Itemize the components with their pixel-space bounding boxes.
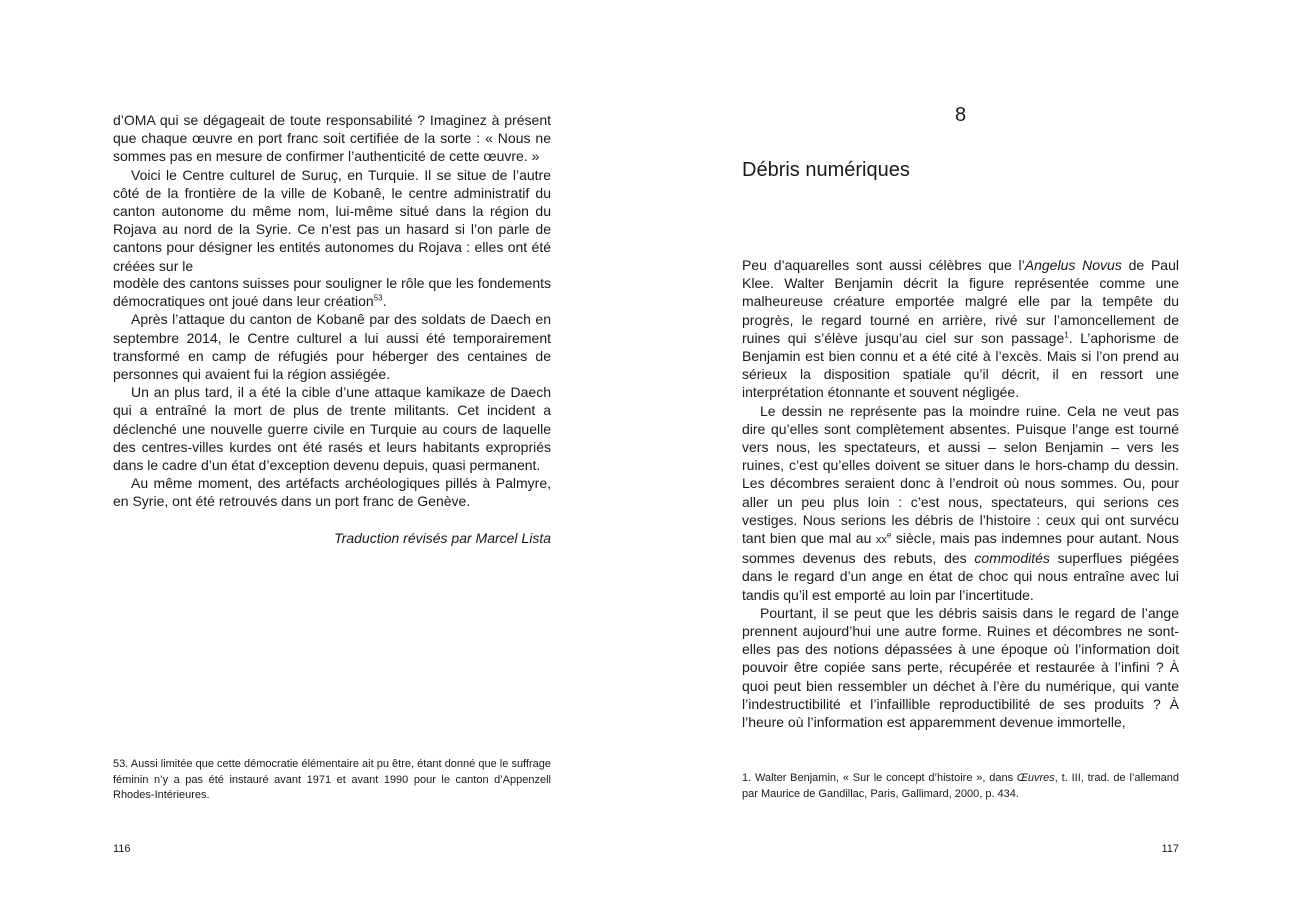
footnote-reference[interactable]: 53 [373,293,383,303]
left-text-column-bottom [113,274,551,547]
paragraph: Un an plus tard, il a été la cible d’une attaque kamikaze de Daech qui a entraîné la mort de plus de trente militants. Cet incident a déclenché une nouvelle guerre civile en Turquie au cours de laquelle des centres-villes kurdes ont été rasés et leurs habitants expropriés dans le cadre d’un état d’exception devenu depuis, quasi permanent. [113,384,551,474]
paragraph: Pourtant, il se peut que les débris saisis dans le regard de l’ange prennent aujourd’hui une autre forme. Ruines et décombres ne sont-elles pas des notions dépassées à une époque où l’information doit pouvoir être copiée sans perte, récupérée et restaurée à l’infini ? À quoi peut bien ressembler un déchet à l’ère du numérique, qui vante l’indestructibilité et l’infaillible reproductibilité de ses produits ? À l’heure où l’information est apparemment devenue immortelle, [742,604,1179,731]
translation-credit: Traduction révisés par Marcel Lista [334,529,551,546]
paragraph: Après l’attaque du canton de Kobanê par des soldats de Daech en septembre 2014, le Centre culturel a lui aussi été temporairement transformé en camp de réfugiés pour héberger des centaines de personnes qui avaient fui la région assiégée. [113,311,551,383]
century-numeral: xx [875,534,887,547]
paragraph: Voici le Centre culturel de Suruç, en Turquie. Il se situe de l’autre côté de la frontière de la ville de Kobanê, le centre administratif du canton autonome du même nom, lui-même situé dans la région du Rojava au nord de la Syrie. Ce n’est pas un hasard si l’on parle de cantons pour désigner les entités autonomes du Rojava : elles ont été créées sur le [113,166,551,274]
right-text-column [742,256,1179,731]
left-page [0,0,646,913]
italic-term: commodités [974,550,1050,567]
footnote-reference[interactable]: 1 [1064,330,1069,340]
paragraph-text: modèle des cantons suisses pour souligner le rôle que les fondements démocratiques ont joué dans leur création [113,275,551,310]
right-page [646,0,1293,913]
chapter-title: Débris numériques [742,159,910,181]
left-text-column-top [113,111,551,275]
paragraph: d’OMA qui se dégageait de toute responsabilité ? Imaginez à présent que chaque œuvre en port franc soit certifiée de la sorte : « Nous ne sommes pas en mesure de confirmer l’authenticité de cette œuvre. » [113,112,551,165]
paragraph: Peu d’aquarelles sont aussi célèbres que l’Angelus Novus de Paul Klee. Walter Benjamin décrit la figure représentée comme une malheureuse créature emportée malgré elle par la tempête du progrès, le regard tourné en arrière, rivé sur l’amoncellement de ruines qui s’élève jusqu’au ciel sur son passage$^1$. L’aphorisme de Benjamin est bien connu et a été cité à l’excès. Mais si l’on prend au sérieux la disposition spatiale qu’il décrit, il en ressort une interprétation étonnante et souvent négligée. [742,257,1180,401]
paragraph: Au même moment, des artéfacts archéologiques pillés à Palmyre, en Syrie, ont été retrouvés dans un port franc de Genève. [113,475,551,510]
footnote-53: 53. Aussi limitée que cette démocratie élémentaire ait pu être, étant donné que le suffrage féminin n’y a pas été instauré avant 1971 et avant 1990 pour le canton d’Appenzell Rhodes-Intérieures. [113,758,551,801]
chapter-number: 8 [954,104,967,126]
page-number-left: 116 [113,843,131,855]
paragraph: Le dessin ne représente pas la moindre ruine. Cela ne veut pas dire qu’elles sont complètement absentes. Puisque l’ange est tourné vers nous, les spectateurs, et aussi – selon Benjamin – vers les ruines, c’est qu’elles doivent se situer dans le hors-champ du dessin. Les décombres seraient donc à l’endroit où nous sommes. Ou, pour aller un peu plus loin : c’est nous, spectateurs, qui serions ces vestiges. Nous serions les débris de l’histoire : ceux qui ont survécu tant bien que mal au $xx^e$ siècle, mais pas indemnes pour autant. Nous sommes devenus des rebuts, des commodités superflues piégées dans le regard d’un ange en état de choc qui nous entraîne avec lui tandis qu’il est emporté au loin par l’incertitude. [742,402,1179,603]
paragraph-continuation: modèle des cantons suisses pour souligner le rôle que les fondements démocratiques ont joué dans leur création$^{53}$. [113,275,551,310]
page-number-right: 117 [1161,843,1179,855]
footnote-1: 1. Walter Benjamin, « Sur le concept d’histoire », dans Œuvres, t. III, trad. de l’allemand par Maurice de Gandillac, Paris, Gallimard, 2000, p. 434. [742,772,1179,800]
artwork-title: Angelus Novus [1024,257,1122,273]
